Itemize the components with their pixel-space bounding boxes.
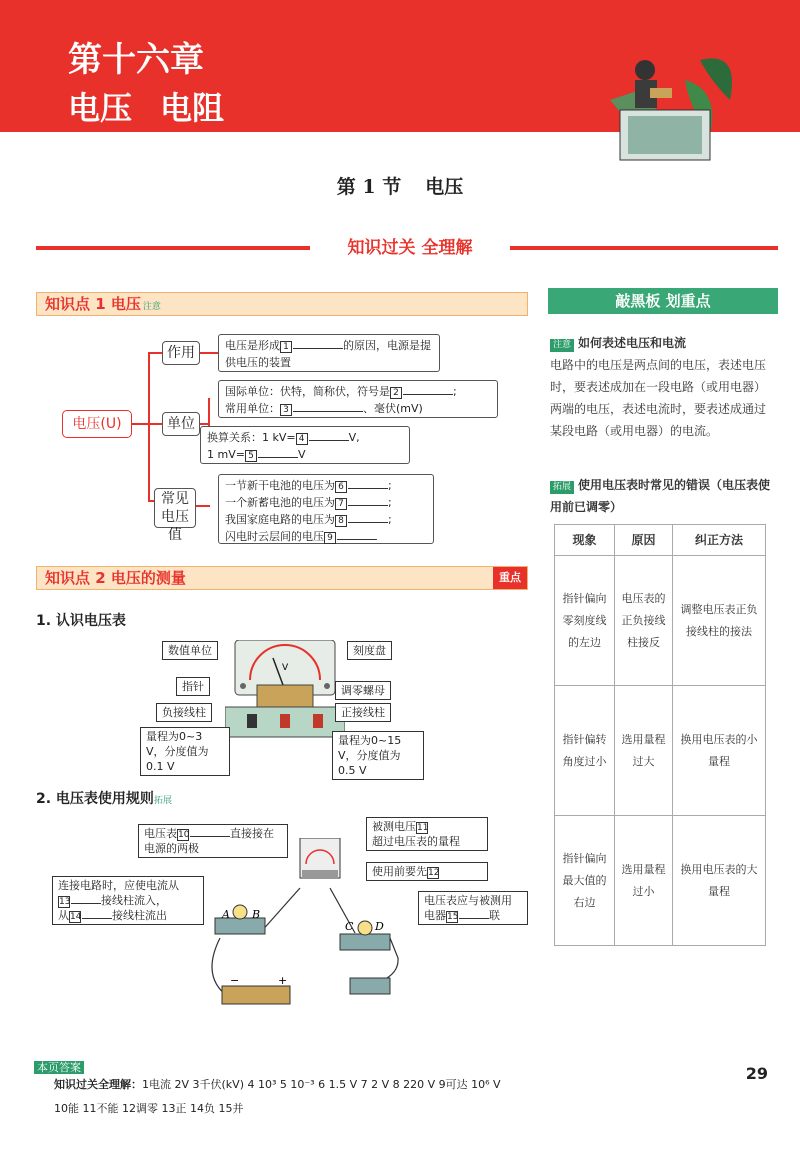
unit-box: 国际单位：伏特，简称伏，符号是 2 ; 常用单位： 3 、毫伏(mV) bbox=[218, 380, 498, 418]
knowledge-point-1-bar: 知识点 1 电压 注意 bbox=[36, 292, 528, 316]
knowledge-point-2-bar: 知识点 2 电压的测量 重点 bbox=[36, 566, 528, 590]
error-table bbox=[554, 524, 766, 946]
banner-title: 知识过关 全理解 bbox=[310, 234, 510, 262]
svg-text:−: − bbox=[230, 974, 240, 987]
table-row: 指针偏向零刻度线的左边 电压表的正负接线柱接反 调整电压表正负接线柱的接法 bbox=[555, 556, 766, 686]
table-header: 现象 bbox=[555, 525, 615, 556]
svg-text:V: V bbox=[282, 663, 289, 673]
section-title: 第 1 节 电压 bbox=[336, 176, 464, 198]
node-common-values: 常见电压值 bbox=[154, 488, 196, 528]
svg-text:A: A bbox=[222, 908, 230, 921]
svg-text:C: C bbox=[345, 920, 354, 933]
voltmeter-illustration bbox=[225, 640, 345, 750]
chapter-subtitle: 电压 电阻 bbox=[68, 89, 225, 127]
rule-box-1: 电压表10 直接接在电源的两极 bbox=[138, 824, 288, 858]
common-values-box: 一节新干电池的电压为 6 ; 一个新蓄电池的电压为 7 ; 我国家庭电路的电压为 8 ; 闪电时云层间的电压 9 bbox=[218, 474, 434, 544]
table-header: 原因 bbox=[615, 525, 673, 556]
key-point-badge: 重点 bbox=[493, 567, 527, 589]
node-unit: 单位 bbox=[162, 412, 200, 436]
rule-box-2: 被测电压11 超过电压表的量程 bbox=[366, 817, 488, 851]
side-extension: 拓展 使用电压表时常见的错误（电压表使用前已调零） bbox=[550, 478, 771, 514]
subheading-recognize-voltmeter: 1. 认识电压表 bbox=[36, 613, 126, 629]
side-panel-header: 敲黑板 划重点 bbox=[548, 288, 778, 314]
rule-box-4: 连接电路时，应使电流从 13 接线柱流入， 从14 接线柱流出 bbox=[52, 876, 204, 925]
label-unit: 数值单位 bbox=[162, 641, 218, 660]
conversion-box: 换算关系：1 kV= 4 V, 1 mV= 5 V bbox=[200, 426, 410, 464]
label-dial: 刻度盘 bbox=[347, 641, 392, 660]
answers-line-1: 知识过关全理解：1电流 2V 3千伏(kV) 4 10³ 5 10⁻³ 6 1.5 V 7 2 V 8 220 V 9可达 10⁶ V bbox=[54, 1078, 501, 1091]
connector bbox=[132, 423, 162, 425]
answers-line-2: 10能 11不能 12调零 13正 14负 15并 bbox=[54, 1102, 244, 1115]
label-negative-terminal: 负接线柱 bbox=[156, 703, 212, 722]
rule-box-5: 电压表应与被测用 电器15 联 bbox=[418, 891, 528, 925]
label-positive-terminal: 正接线柱 bbox=[335, 703, 391, 722]
chapter-title: 第十六章 bbox=[68, 40, 204, 80]
table-row: 指针偏转角度过小 选用量程过大 换用电压表的小量程 bbox=[555, 686, 766, 816]
label-small-range: 量程为0~3 V，分度值为0.1 V bbox=[140, 727, 230, 776]
node-role: 作用 bbox=[162, 341, 200, 365]
table-header: 纠正方法 bbox=[673, 525, 766, 556]
label-large-range: 量程为0~15 V，分度值为0.5 V bbox=[332, 731, 424, 780]
svg-text:+: + bbox=[278, 974, 288, 987]
connector bbox=[148, 352, 150, 502]
svg-text:B: B bbox=[252, 908, 261, 921]
reading-person-illustration bbox=[600, 40, 750, 165]
label-pointer: 指针 bbox=[176, 677, 210, 696]
side-note: 注意 如何表述电压和电流 电路中的电压是两点间的电压，表述电压时，要表述成加在一段电路（或用电器）两端的电压，表述电流时，要表述成通过某段电路（或用电器）的电流。 bbox=[550, 336, 767, 438]
svg-text:D: D bbox=[375, 920, 384, 933]
page-number: 29 bbox=[745, 1064, 768, 1083]
subheading-usage-rules: 2. 电压表使用规则拓展 bbox=[36, 791, 172, 807]
connector bbox=[198, 352, 218, 354]
label-zero-adjust: 调零螺母 bbox=[335, 681, 391, 700]
rule-box-3: 使用前要先12 bbox=[366, 862, 488, 881]
table-row: 指针偏向最大值的右边 选用量程过小 换用电压表的大量程 bbox=[555, 816, 766, 946]
connector bbox=[195, 505, 210, 507]
root-node-voltage: 电压(U) bbox=[62, 410, 132, 438]
answers-title: 本页答案 bbox=[34, 1056, 84, 1075]
role-box: 电压是形成 1 的原因，电源是提供电压的装置 bbox=[218, 334, 440, 372]
